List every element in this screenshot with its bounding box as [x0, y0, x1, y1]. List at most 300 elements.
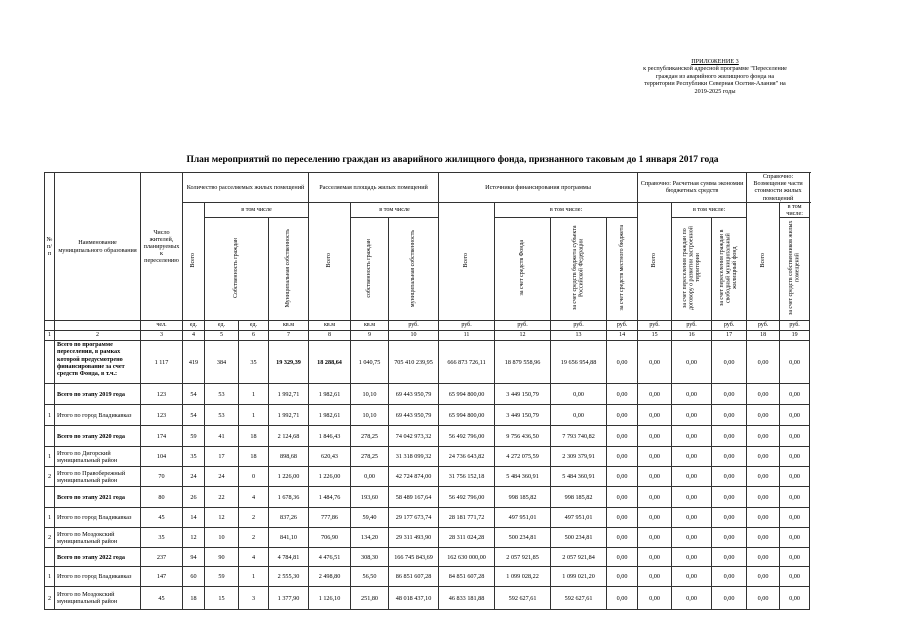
row-value: 2 057 921,84 [551, 548, 607, 567]
unit-cell: кв.м [351, 321, 389, 331]
column-number-cell: 11 [439, 331, 495, 341]
row-value: 0,00 [672, 426, 712, 447]
row-value: 0,00 [780, 447, 810, 467]
header-rooms-group: Количество расселяемых жилых помещений [183, 173, 309, 203]
row-value: 777,86 [309, 508, 351, 528]
row-value: 90 [205, 548, 239, 567]
header-comp-a: за счет средств собственников жилых помещений [780, 218, 810, 321]
row-value: 0,00 [638, 548, 672, 567]
row-value: 278,25 [351, 447, 389, 467]
row-value: 28 311 024,28 [439, 528, 495, 548]
units-cell [45, 321, 55, 331]
row-value: 0,00 [551, 405, 607, 426]
column-number-cell: 8 [309, 331, 351, 341]
unit-cell: кв.м [269, 321, 309, 331]
row-value: 278,25 [351, 426, 389, 447]
row-value: 2 555,30 [269, 567, 309, 587]
row-value: 26 [183, 487, 205, 508]
row-value: 104 [141, 447, 183, 467]
row-value: 3 [239, 587, 269, 610]
header-municipal-own: Муниципальная собственность [269, 218, 309, 321]
row-value: 31 756 152,18 [439, 467, 495, 487]
row-value: 65 994 800,00 [439, 405, 495, 426]
row-value: 1 [239, 567, 269, 587]
row-number: 1 [45, 447, 55, 467]
row-value: 56 492 796,00 [439, 426, 495, 447]
row-value: 2 498,80 [309, 567, 351, 587]
row-value: 0,00 [780, 548, 810, 567]
row-value: 384 [205, 341, 239, 384]
row-value: 45 [141, 508, 183, 528]
table-row [45, 508, 810, 528]
row-value: 1 484,76 [309, 487, 351, 508]
column-number-cell: 16 [672, 331, 712, 341]
header-incl: в том числе: [672, 202, 747, 217]
row-value: 0,00 [672, 487, 712, 508]
table-row [45, 567, 810, 587]
unit-cell: руб. [389, 321, 439, 331]
row-value: 69 443 950,79 [389, 405, 439, 426]
row-value: 17 [205, 447, 239, 467]
row-number [45, 487, 55, 508]
appendix-line: территории Республики Северная Осетия-Алания" на [644, 80, 786, 88]
unit-cell: руб. [551, 321, 607, 331]
row-value: 1 846,43 [309, 426, 351, 447]
row-value: 35 [239, 341, 269, 384]
column-number-cell: 4 [183, 331, 205, 341]
row-value: 0,00 [780, 567, 810, 587]
appendix-line: граждан из аварийного жилищного фонда на [655, 72, 775, 80]
row-value: 0,00 [672, 528, 712, 548]
unit-cell: ед. [205, 321, 239, 331]
row-value: 1 040,75 [351, 341, 389, 384]
row-value: 15 [205, 587, 239, 610]
unit-cell: чел. [141, 321, 183, 331]
row-value: 0,00 [551, 384, 607, 405]
row-name: Итого по город Владикавказ [55, 405, 141, 426]
row-value: 22 [205, 487, 239, 508]
row-value: 0,00 [638, 426, 672, 447]
row-value: 419 [183, 341, 205, 384]
header-fund: за счет средств Фонда [495, 218, 551, 321]
row-name: Всего по этапу 2020 года [55, 426, 141, 447]
row-value: 18 [183, 587, 205, 610]
row-name: Итого по город Владикавказ [55, 567, 141, 587]
header-own-citizens-area: собственность граждан [351, 218, 389, 321]
column-number-cell: 5 [205, 331, 239, 341]
unit-cell: руб. [712, 321, 747, 331]
row-value: 1 678,36 [269, 487, 309, 508]
table-row [45, 341, 810, 384]
row-value: 69 443 950,79 [389, 384, 439, 405]
row-value: 0,00 [712, 567, 747, 587]
row-value: 666 873 726,11 [439, 341, 495, 384]
header-area-group: Расселяемая площадь жилых помещений [309, 173, 439, 203]
row-value: 0,00 [672, 587, 712, 610]
row-value: 24 [183, 467, 205, 487]
row-value: 0,00 [607, 341, 638, 384]
row-value: 0,00 [712, 384, 747, 405]
row-value: 0,00 [607, 487, 638, 508]
row-value: 998 185,82 [551, 487, 607, 508]
row-value: 1 [239, 384, 269, 405]
row-value: 24 [205, 467, 239, 487]
units-cell [55, 321, 141, 331]
row-value: 0,00 [780, 467, 810, 487]
row-value: 705 410 239,95 [389, 341, 439, 384]
unit-cell: кв.м [309, 321, 351, 331]
table-row [45, 384, 810, 405]
row-value: 29 177 673,74 [389, 508, 439, 528]
row-value: 54 [183, 405, 205, 426]
row-value: 1 377,90 [269, 587, 309, 610]
unit-cell: руб. [747, 321, 780, 331]
row-value: 5 484 360,91 [495, 467, 551, 487]
row-value: 1 126,10 [309, 587, 351, 610]
appendix-title: ПРИЛОЖЕНИЕ 3 [691, 58, 739, 65]
row-value: 0,00 [607, 587, 638, 610]
row-value: 0,00 [638, 587, 672, 610]
row-value: 1 [239, 405, 269, 426]
row-value: 0,00 [712, 587, 747, 610]
row-value: 166 745 843,69 [389, 548, 439, 567]
table-row [45, 528, 810, 548]
row-value: 2 124,68 [269, 426, 309, 447]
row-value: 193,60 [351, 487, 389, 508]
row-value: 0,00 [747, 487, 780, 508]
row-name: Всего по программе переселения, в рамках которой предусмотрено финансирование за счет средств Фонда, в т.ч.: [55, 341, 141, 384]
row-value: 53 [205, 405, 239, 426]
row-value: 592 627,61 [495, 587, 551, 610]
row-value: 4 [239, 548, 269, 567]
row-value: 841,10 [269, 528, 309, 548]
row-value: 0,00 [638, 467, 672, 487]
row-value: 0,00 [747, 567, 780, 587]
header-residents: Число жителей, планируемых к переселению [141, 173, 183, 321]
column-number-cell: 2 [55, 331, 141, 341]
row-value: 1 992,71 [269, 384, 309, 405]
row-value: 18 [239, 447, 269, 467]
row-value: 28 181 771,72 [439, 508, 495, 528]
row-number: 2 [45, 467, 55, 487]
row-number: 1 [45, 567, 55, 587]
row-value: 592 627,61 [551, 587, 607, 610]
row-name: Всего по этапу 2022 года [55, 548, 141, 567]
column-number-cell: 17 [712, 331, 747, 341]
unit-cell: ед. [239, 321, 269, 331]
row-name: Итого по Дигорский муниципальный район [55, 447, 141, 467]
table-row [45, 405, 810, 426]
row-value: 80 [141, 487, 183, 508]
row-value: 1 982,61 [309, 405, 351, 426]
row-value: 0,00 [638, 447, 672, 467]
row-name: Итого по город Владикавказ [55, 508, 141, 528]
row-value: 0,00 [712, 426, 747, 447]
row-value: 94 [183, 548, 205, 567]
header-rooms-total: Всего [183, 202, 205, 320]
column-number-cell: 7 [269, 331, 309, 341]
header-incl: в том числе: [495, 202, 638, 217]
row-value: 7 793 740,82 [551, 426, 607, 447]
row-number: 1 [45, 508, 55, 528]
row-value: 70 [141, 467, 183, 487]
row-value: 0,00 [607, 384, 638, 405]
row-value: 41 [205, 426, 239, 447]
header-comp-total: Всего [747, 202, 780, 320]
column-number-cell: 12 [495, 331, 551, 341]
row-value: 12 [205, 508, 239, 528]
unit-cell: руб. [672, 321, 712, 331]
row-value: 0,00 [712, 467, 747, 487]
row-number: 1 [45, 405, 55, 426]
row-value: 237 [141, 548, 183, 567]
row-value: 0,00 [780, 341, 810, 384]
page-title: План мероприятий по переселению граждан из аварийного жилищного фонда, признанного таковым до 1 января 2017 года [186, 155, 719, 165]
row-value: 4 [239, 487, 269, 508]
row-name: Всего по этапу 2021 года [55, 487, 141, 508]
row-value: 0,00 [672, 384, 712, 405]
row-number [45, 426, 55, 447]
row-value: 0,00 [780, 384, 810, 405]
row-value: 0,00 [672, 467, 712, 487]
row-value: 0,00 [638, 508, 672, 528]
unit-cell: руб. [607, 321, 638, 331]
row-value: 0 [239, 467, 269, 487]
row-value: 0,00 [638, 405, 672, 426]
row-value: 0,00 [638, 341, 672, 384]
appendix-line: к республиканской адресной программе "Переселение [643, 65, 787, 73]
row-value: 3 449 150,79 [495, 384, 551, 405]
row-value: 0,00 [747, 384, 780, 405]
row-value: 9 756 436,50 [495, 426, 551, 447]
row-value: 4 784,81 [269, 548, 309, 567]
row-number: 2 [45, 587, 55, 610]
row-value: 56 492 796,00 [439, 487, 495, 508]
row-value: 0,00 [747, 548, 780, 567]
row-value: 1 992,71 [269, 405, 309, 426]
row-value: 19 656 954,88 [551, 341, 607, 384]
row-value: 74 042 973,32 [389, 426, 439, 447]
column-number-cell: 10 [389, 331, 439, 341]
row-value: 0,00 [672, 548, 712, 567]
table-row [45, 426, 810, 447]
row-value: 0,00 [607, 508, 638, 528]
table-row [45, 587, 810, 610]
row-value: 2 057 921,85 [495, 548, 551, 567]
header-num: № п/п [45, 173, 55, 321]
row-value: 0,00 [607, 467, 638, 487]
row-value: 0,00 [638, 528, 672, 548]
row-value: 0,00 [351, 467, 389, 487]
row-value: 0,00 [672, 447, 712, 467]
row-value: 46 833 181,88 [439, 587, 495, 610]
row-name: Итого по Моздокский муниципальный район [55, 528, 141, 548]
row-value: 0,00 [747, 405, 780, 426]
row-value: 4 476,51 [309, 548, 351, 567]
column-number-cell: 19 [780, 331, 810, 341]
header-name: Наименование муниципального образования [55, 173, 141, 321]
row-value: 18 288,64 [309, 341, 351, 384]
row-value: 24 736 643,82 [439, 447, 495, 467]
row-value: 29 311 493,90 [389, 528, 439, 548]
row-value: 59 [183, 426, 205, 447]
row-value: 0,00 [780, 587, 810, 610]
row-value: 0,00 [780, 528, 810, 548]
row-value: 0,00 [747, 508, 780, 528]
header-ref-compensation: Справочно: Возмещение части стоимости жилых помещений [747, 173, 810, 203]
unit-cell: руб. [495, 321, 551, 331]
unit-cell: руб. [439, 321, 495, 331]
row-value: 147 [141, 567, 183, 587]
row-value: 60 [183, 567, 205, 587]
row-number [45, 384, 55, 405]
row-value: 0,00 [607, 405, 638, 426]
row-value: 18 879 558,96 [495, 341, 551, 384]
table-body [45, 173, 810, 610]
row-value: 1 117 [141, 341, 183, 384]
header-econ-b: за счет переселения граждан в свободный муниципальный жилищный фонд [712, 218, 747, 321]
column-number-cell: 15 [638, 331, 672, 341]
column-number-cell: 18 [747, 331, 780, 341]
row-value: 0,00 [747, 528, 780, 548]
row-value: 0,00 [672, 341, 712, 384]
row-value: 2 [239, 508, 269, 528]
row-name: Итого по Моздокский муниципальный район [55, 587, 141, 610]
plan-table [44, 172, 810, 610]
row-number [45, 548, 55, 567]
row-value: 174 [141, 426, 183, 447]
row-name: Итого по Правобережный муниципальный район [55, 467, 141, 487]
row-value: 0,00 [747, 587, 780, 610]
row-value: 620,43 [309, 447, 351, 467]
row-value: 3 449 150,79 [495, 405, 551, 426]
row-value: 0,00 [712, 508, 747, 528]
unit-cell: ед. [183, 321, 205, 331]
row-value: 123 [141, 405, 183, 426]
row-value: 19 329,39 [269, 341, 309, 384]
row-value: 12 [183, 528, 205, 548]
row-value: 251,80 [351, 587, 389, 610]
row-value: 18 [239, 426, 269, 447]
column-number-cell: 3 [141, 331, 183, 341]
row-value: 0,00 [712, 487, 747, 508]
row-value: 162 630 000,00 [439, 548, 495, 567]
row-value: 0,00 [747, 426, 780, 447]
column-numbers-row [45, 331, 810, 341]
row-value: 35 [183, 447, 205, 467]
row-value: 4 272 075,59 [495, 447, 551, 467]
row-value: 500 234,81 [551, 528, 607, 548]
column-number-cell: 13 [551, 331, 607, 341]
row-value: 1 226,00 [309, 467, 351, 487]
unit-cell: руб. [638, 321, 672, 331]
row-value: 0,00 [780, 487, 810, 508]
row-value: 58 489 167,64 [389, 487, 439, 508]
row-value: 2 [239, 528, 269, 548]
row-value: 59,40 [351, 508, 389, 528]
row-value: 0,00 [607, 548, 638, 567]
table-row [45, 447, 810, 467]
column-number-cell: 1 [45, 331, 55, 341]
row-value: 5 484 360,91 [551, 467, 607, 487]
row-value: 1 982,61 [309, 384, 351, 405]
appendix-block [600, 58, 830, 95]
header-econ-a: за счет переселения граждан по договору о развитии застроенной территории [672, 218, 712, 321]
row-value: 497 951,01 [495, 508, 551, 528]
row-value: 54 [183, 384, 205, 405]
header-sources-total: Всего [439, 202, 495, 320]
row-value: 10 [205, 528, 239, 548]
row-value: 837,26 [269, 508, 309, 528]
row-value: 123 [141, 384, 183, 405]
row-value: 2 309 379,91 [551, 447, 607, 467]
row-value: 56,50 [351, 567, 389, 587]
row-name: Всего по этапу 2019 года [55, 384, 141, 405]
row-value: 1 099 021,20 [551, 567, 607, 587]
table-row [45, 548, 810, 567]
row-value: 0,00 [712, 341, 747, 384]
row-value: 500 234,81 [495, 528, 551, 548]
row-value: 497 951,01 [551, 508, 607, 528]
header-area-total: Всего [309, 202, 351, 320]
header-local-budget: за счет средств местного бюджета [607, 218, 638, 321]
row-value: 0,00 [607, 528, 638, 548]
header-incl: в том числе [205, 202, 309, 217]
appendix-line: 2019-2025 годы [694, 87, 736, 95]
row-value: 42 724 874,00 [389, 467, 439, 487]
header-municipal-own-area: муниципальная собственность [389, 218, 439, 321]
unit-cell: руб. [780, 321, 810, 331]
row-value: 0,00 [607, 447, 638, 467]
row-value: 31 318 099,32 [389, 447, 439, 467]
row-value: 0,00 [638, 567, 672, 587]
row-value: 998 185,82 [495, 487, 551, 508]
row-value: 0,00 [672, 508, 712, 528]
header-own-citizens: Собственность граждан [205, 218, 269, 321]
row-value: 706,90 [309, 528, 351, 548]
row-value: 0,00 [638, 384, 672, 405]
header-incl: в том числе: [780, 202, 810, 217]
row-value: 10,10 [351, 405, 389, 426]
row-value: 1 099 028,22 [495, 567, 551, 587]
row-value: 53 [205, 384, 239, 405]
row-value: 0,00 [780, 426, 810, 447]
row-value: 1 226,00 [269, 467, 309, 487]
row-value: 0,00 [672, 405, 712, 426]
row-value: 0,00 [712, 405, 747, 426]
units-row [45, 321, 810, 331]
row-value: 134,20 [351, 528, 389, 548]
row-value: 35 [141, 528, 183, 548]
row-value: 84 851 607,28 [439, 567, 495, 587]
header-region-budget: за счет средств бюджета субъекта Российской Федерации [551, 218, 607, 321]
row-value: 65 994 800,00 [439, 384, 495, 405]
row-value: 10,10 [351, 384, 389, 405]
row-value: 0,00 [607, 567, 638, 587]
header-incl: в том числе [351, 202, 439, 217]
row-value: 0,00 [712, 447, 747, 467]
column-number-cell: 6 [239, 331, 269, 341]
column-number-cell: 14 [607, 331, 638, 341]
row-value: 0,00 [607, 426, 638, 447]
header-ref-economy: Справочно: Расчетная сумма экономии бюджетных средств [638, 173, 747, 203]
row-number [45, 341, 55, 384]
row-value: 0,00 [747, 447, 780, 467]
column-number-cell: 9 [351, 331, 389, 341]
row-value: 898,68 [269, 447, 309, 467]
row-value: 14 [183, 508, 205, 528]
row-value: 0,00 [780, 508, 810, 528]
